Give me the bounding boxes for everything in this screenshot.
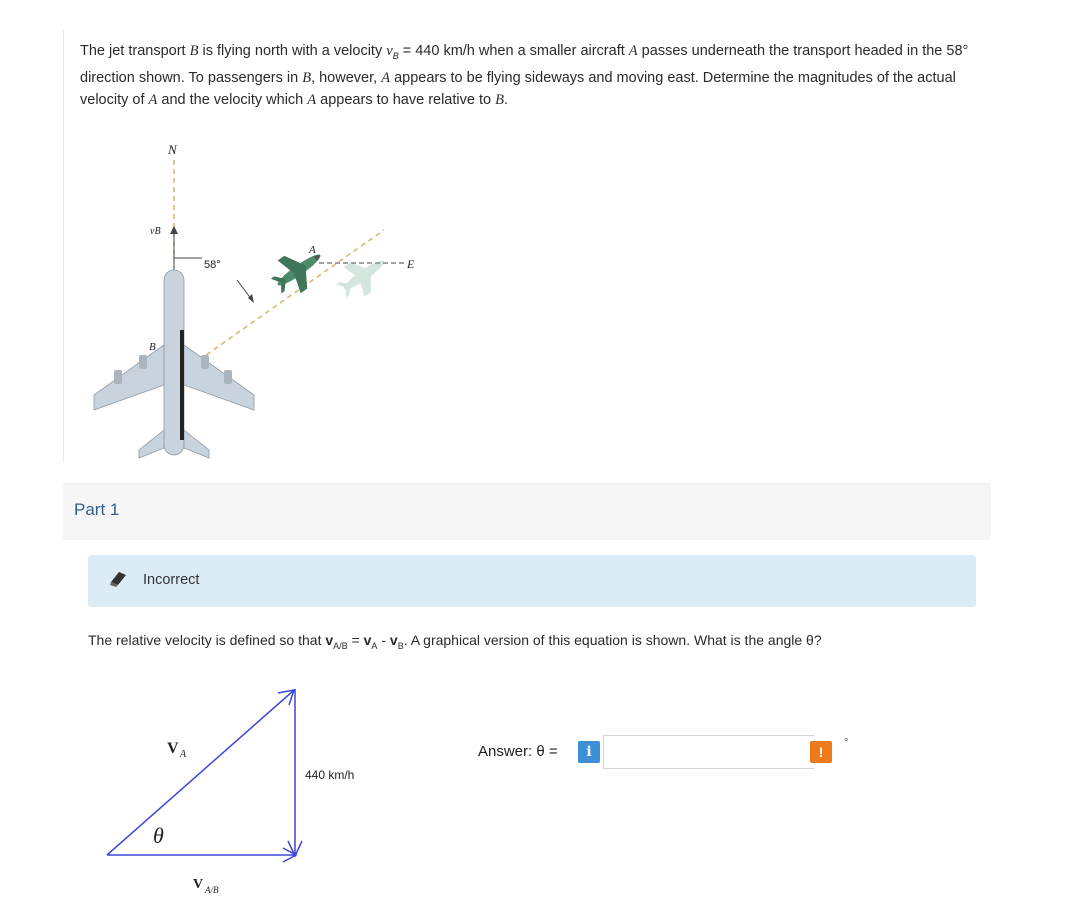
info-icon[interactable]: i bbox=[578, 741, 600, 763]
answer-input[interactable] bbox=[603, 735, 815, 769]
aircraft-figure bbox=[84, 130, 504, 460]
vab-label: V bbox=[193, 877, 204, 892]
va-vector bbox=[107, 691, 293, 855]
hint-text: The relative velocity is defined so that $v_{A/B} = v_A - v_B$. A graphical version of this equation is shown. What is the angle θ? bbox=[88, 632, 822, 651]
theta-label: θ bbox=[153, 823, 164, 848]
plane-a-ghost-icon bbox=[331, 246, 394, 305]
angle-label: 58° bbox=[204, 259, 221, 271]
va-label: V bbox=[167, 740, 179, 757]
plane-a-label: A bbox=[309, 244, 316, 256]
answer-label: Answer: θ = bbox=[478, 743, 558, 760]
plane-b-label: B bbox=[149, 341, 156, 353]
plane-b-icon bbox=[94, 270, 254, 458]
vector-triangle-figure bbox=[95, 675, 425, 900]
magnitude-label: 440 km/h bbox=[305, 768, 355, 782]
degree-unit: ° bbox=[844, 737, 849, 749]
north-label: N bbox=[168, 142, 177, 157]
part-title[interactable]: Part 1 bbox=[74, 500, 120, 519]
status-box bbox=[88, 555, 976, 607]
problem-statement: The jet transport B is flying north with a velocity $v_B = 440$ km/h when a smaller aircraft A passes underneath the transport headed in the 58° direction shown. To passengers in B, however, A appears to be flying sideways and moving east. Determine the magnitudes of the actual velocity of A and the velocity which A appears to have relative to B. bbox=[80, 43, 969, 108]
status-text: Incorrect bbox=[143, 572, 200, 588]
a-heading-line bbox=[199, 230, 384, 360]
warning-icon: ! bbox=[810, 741, 832, 763]
part-header[interactable] bbox=[63, 483, 991, 540]
vb-arrowhead bbox=[170, 226, 178, 234]
eraser-icon bbox=[108, 569, 128, 589]
plane-a-icon bbox=[265, 239, 332, 303]
east-label: E bbox=[407, 257, 415, 271]
va-sub-label: A bbox=[180, 749, 187, 760]
vab-sub-label: A/B bbox=[205, 885, 219, 895]
vb-label: vB bbox=[150, 226, 161, 237]
problem-card bbox=[63, 30, 984, 462]
